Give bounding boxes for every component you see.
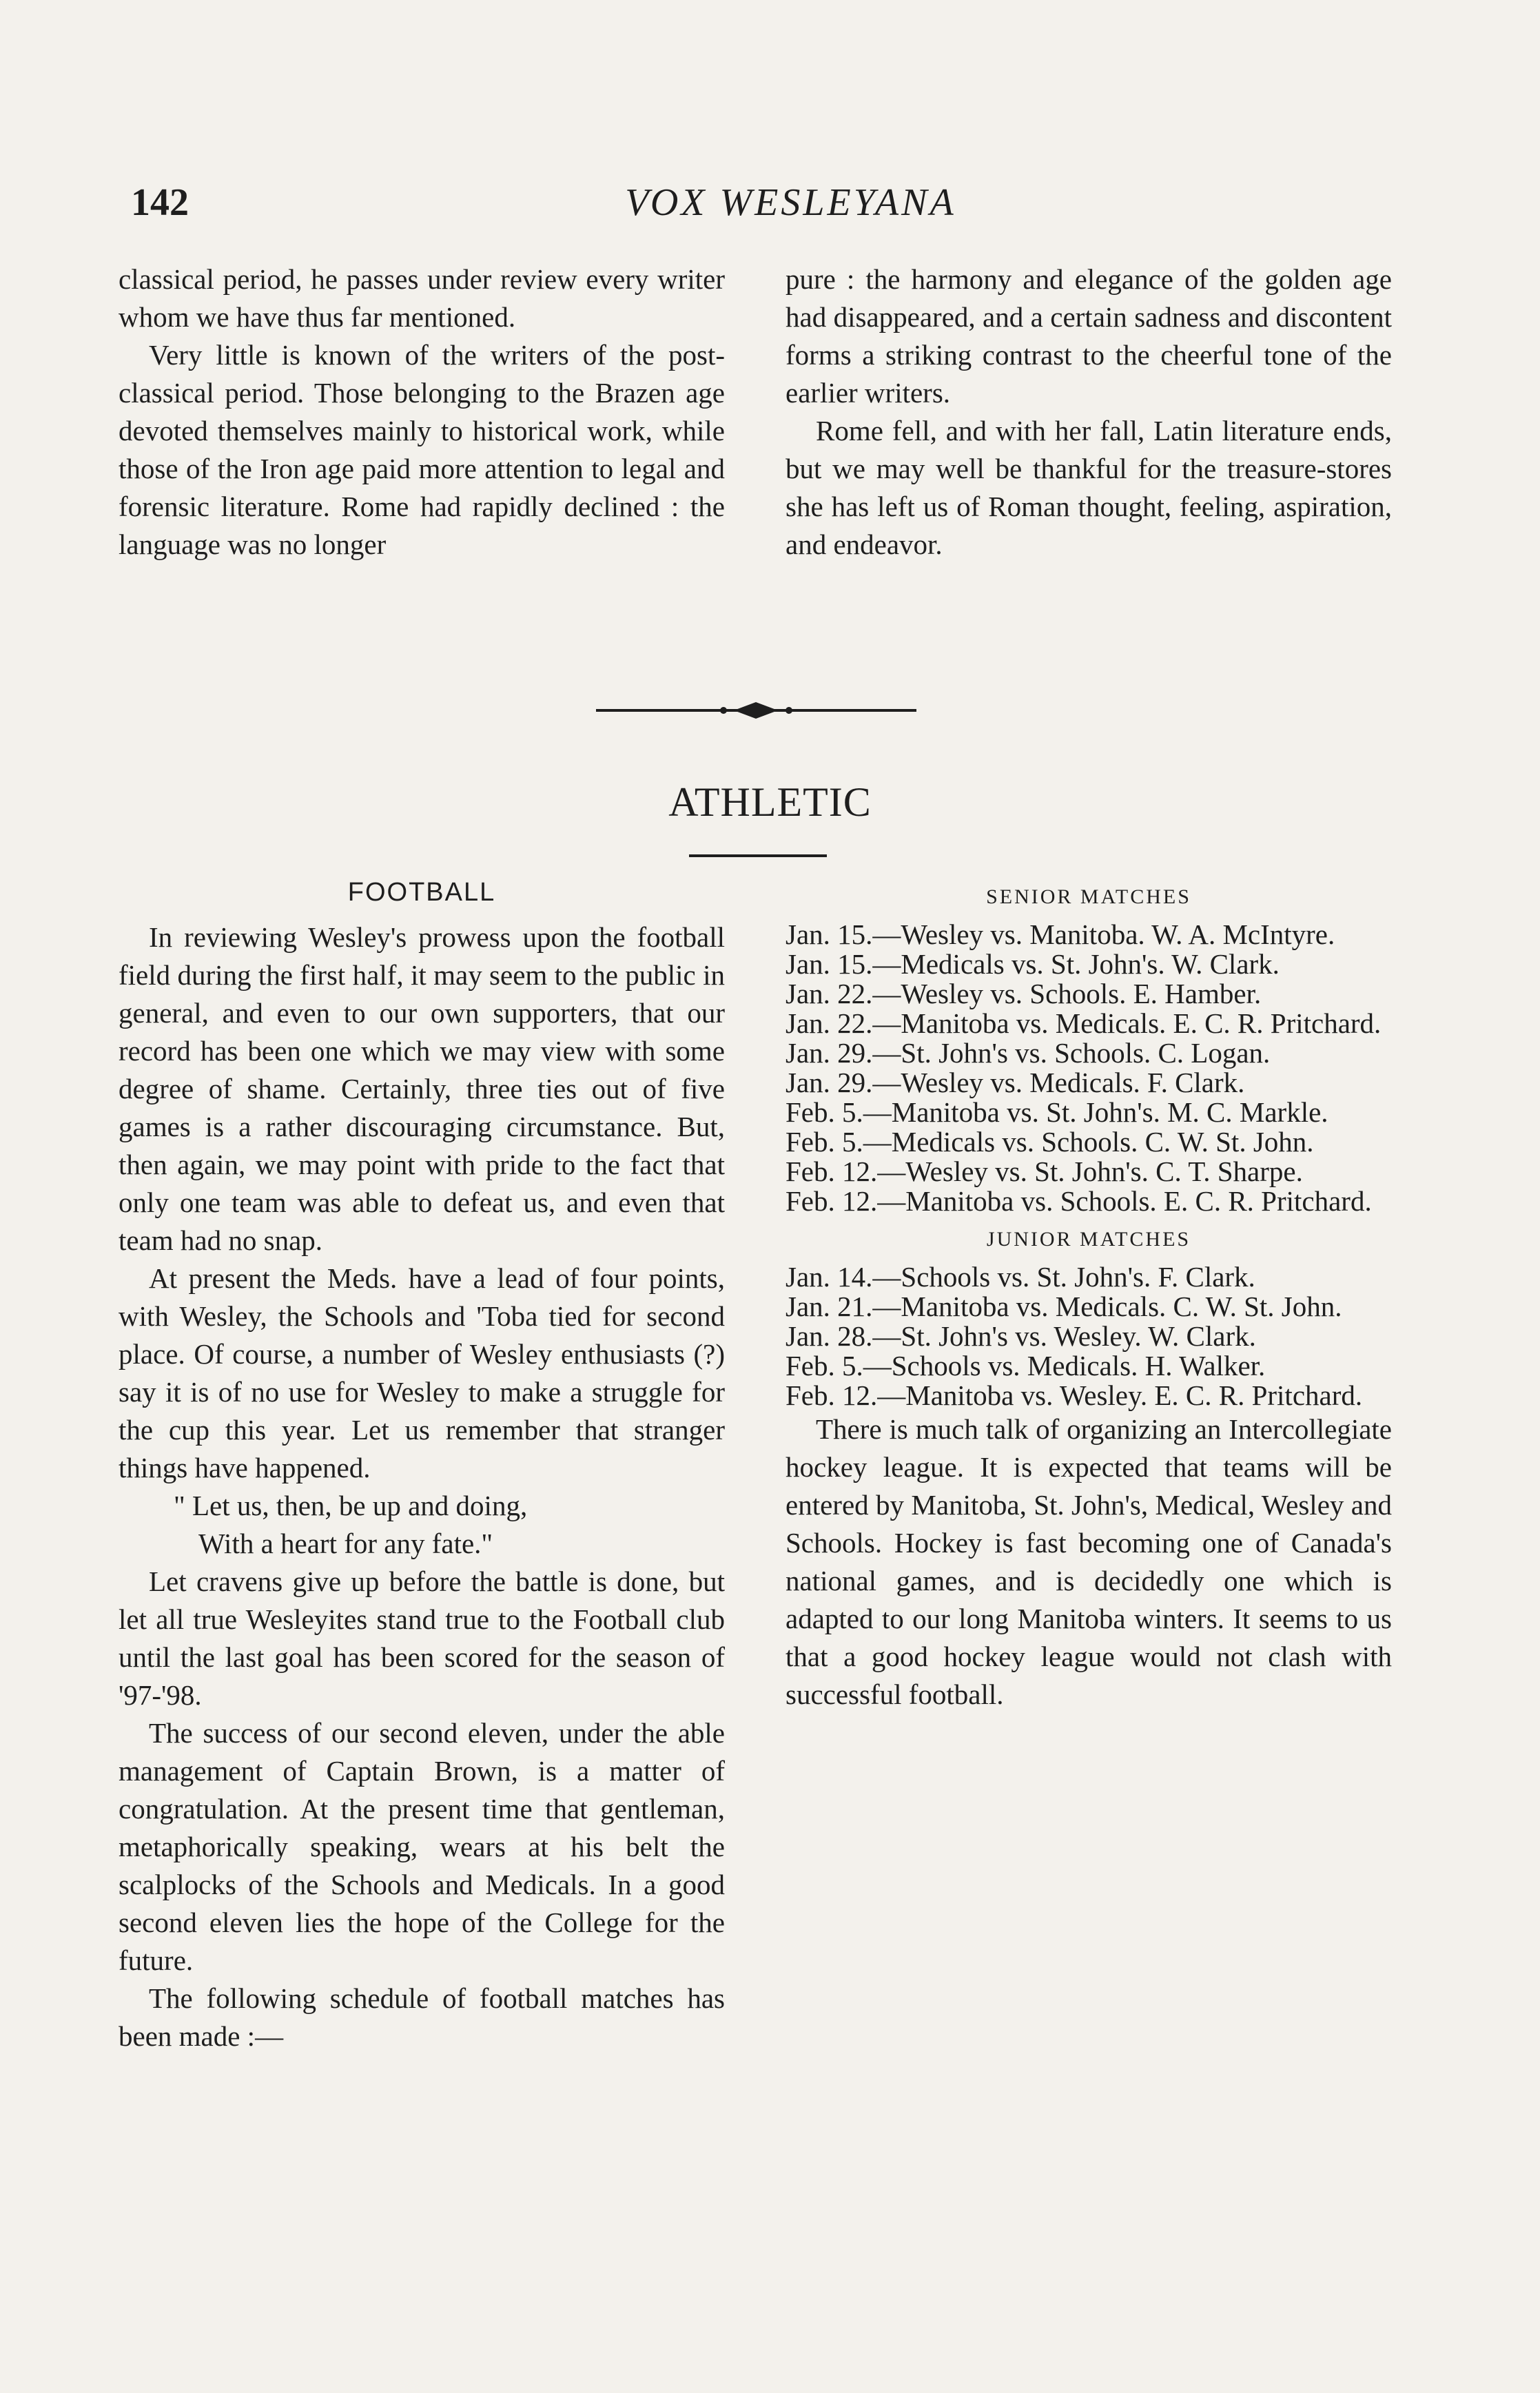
top-right-paragraph: pure : the harmony and elegance of the golden age had disappeared, and a certain sadness and discontent forms a striking contrast to the cheerful tone of the earlier writers. xyxy=(786,263,1392,409)
senior-matches-heading: SENIOR MATCHES xyxy=(986,885,1191,908)
senior-match: Feb. 5.—Manitoba vs. St. John's. M. C. Markle. xyxy=(786,1096,1328,1128)
senior-match: Jan. 15.—Wesley vs. Manitoba. W. A. McIntyre. xyxy=(786,918,1335,950)
matches-column xyxy=(786,874,1392,1714)
senior-match: Feb. 5.—Medicals vs. Schools. C. W. St. John. xyxy=(786,1126,1314,1158)
senior-match: Feb. 12.—Manitoba vs. Schools. E. C. R. Pritchard. xyxy=(786,1185,1372,1217)
football-paragraph: The following schedule of football matches has been made :— xyxy=(119,1982,725,2052)
football-paragraph: In reviewing Wesley's prowess upon the football field during the first half, it may seem to the public in general, and even to our own supporters, that our record has been one which we may view with some degree of shame. Certainly, three ties out of five games is a rather discouraging circumstance. But, then again, we may point with pride to the fact that only one team was able to defeat us, and even that team had no snap. xyxy=(119,921,725,1256)
top-left-paragraph: classical period, he passes under review every writer whom we have thus far mentioned. xyxy=(119,263,725,333)
junior-match: Feb. 12.—Manitoba vs. Wesley. E. C. R. Pritchard. xyxy=(786,1379,1363,1411)
junior-matches-heading: JUNIOR MATCHES xyxy=(986,1228,1191,1251)
top-right-paragraph: Rome fell, and with her fall, Latin literature ends, but we may well be thankful for the treasure-stores she has left us of Roman thought, feeling, aspiration, and endeavor. xyxy=(786,415,1392,560)
football-paragraph: At present the Meds. have a lead of four points, with Wesley, the Schools and 'Toba tied for second place. Of course, a number of Wesley enthusiasts (?) say it is of no use for Wesley to make a struggle for the cup this year. Let us remember that stranger things have happened. xyxy=(119,1262,725,1483)
senior-match: Jan. 29.—St. John's vs. Schools. C. Logan. xyxy=(786,1037,1271,1069)
senior-match: Feb. 12.—Wesley vs. St. John's. C. T. Sharpe. xyxy=(786,1156,1303,1187)
hockey-paragraph: There is much talk of organizing an Intercollegiate hockey league. It is expected that teams will be entered by Manitoba, St. John's, Medical, Wesley and Schools. Hockey is fast becoming one of Canada's national games, and is decidedly one which is adapted to our long Manitoba winters. It seems to us that a good hockey league would not clash with successful football. xyxy=(786,1413,1392,1710)
football-heading: FOOTBALL xyxy=(347,878,496,907)
football-column xyxy=(119,874,725,2055)
quote-line: With a heart for any fate." xyxy=(198,1528,493,1559)
quote-line: " Let us, then, be up and doing, xyxy=(174,1490,528,1521)
journal-title: VOX WESLEYANA xyxy=(625,181,956,224)
top-right-column xyxy=(786,260,1392,564)
junior-match: Feb. 5.—Schools vs. Medicals. H. Walker. xyxy=(786,1350,1266,1382)
junior-match: Jan. 21.—Manitoba vs. Medicals. C. W. St. John. xyxy=(786,1291,1342,1322)
football-paragraph: The success of our second eleven, under the able management of Captain Brown, is a matter of congratulation. At the present time that gentleman, metaphorically speaking, wears at his belt the scalplocks of the Schools and Medicals. In a good second eleven lies the hope of the College for the future. xyxy=(119,1717,725,1976)
top-left-column xyxy=(119,260,725,564)
senior-match: Jan. 22.—Wesley vs. Schools. E. Hamber. xyxy=(786,978,1262,1009)
page-number: 142 xyxy=(131,181,189,224)
top-left-paragraph: Very little is known of the writers of the post-classical period. Those belonging to the Brazen age devoted themselves mainly to historical work, while those of the Iron age paid more attention to legal and forensic literature. Rome had rapidly declined : the language was no longer xyxy=(119,339,725,560)
junior-match: Jan. 14.—Schools vs. St. John's. F. Clark. xyxy=(786,1261,1255,1293)
senior-match: Jan. 29.—Wesley vs. Medicals. F. Clark. xyxy=(786,1067,1245,1098)
section-divider-ornament xyxy=(596,697,916,724)
title-underline xyxy=(689,854,827,857)
junior-match: Jan. 28.—St. John's vs. Wesley. W. Clark. xyxy=(786,1320,1256,1352)
senior-match: Jan. 15.—Medicals vs. St. John's. W. Clark. xyxy=(786,948,1280,980)
football-paragraph: Let cravens give up before the battle is done, but let all true Wesleyites stand true to the Football club until the last goal has been scored for the season of '97-'98. xyxy=(119,1565,725,1711)
section-title: ATHLETIC xyxy=(668,779,872,825)
senior-match: Jan. 22.—Manitoba vs. Medicals. E. C. R. Pritchard. xyxy=(786,1007,1382,1039)
